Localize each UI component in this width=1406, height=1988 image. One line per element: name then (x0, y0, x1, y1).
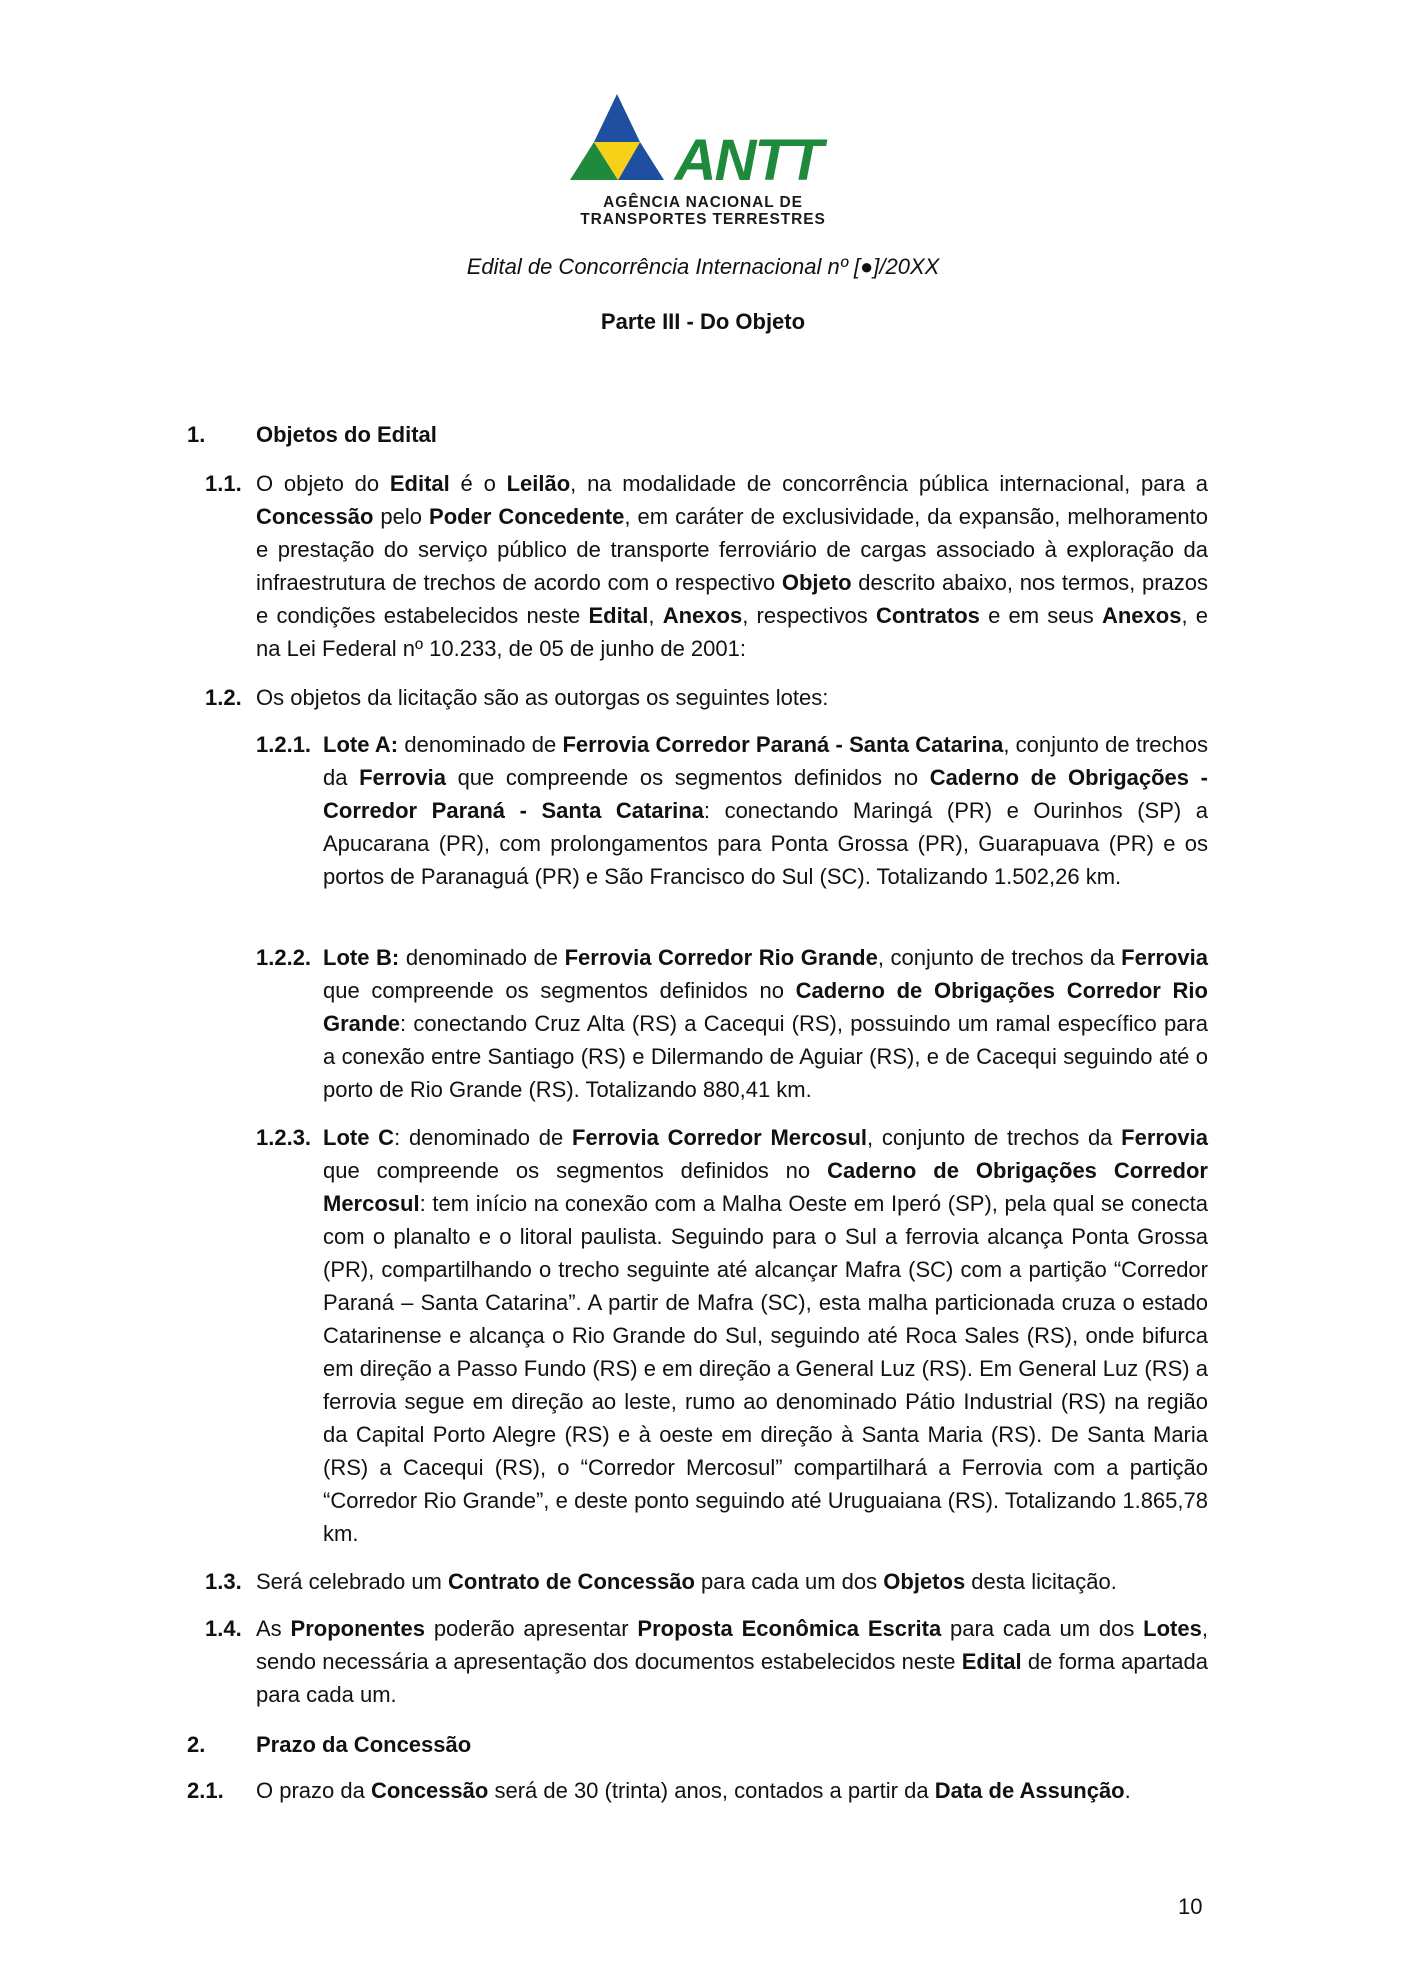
clause-1-1-text: O objeto do Edital é o Leilão, na modalidade de concorrência pública internacional, para a Concessão pelo Poder Concedente, em caráter de exclusividade, da expansão, melhoramento e prestação do serviço público de transporte ferroviário de cargas associado à exploração da infraestrutura de trechos de acordo com o respectivo Objeto descrito abaixo, nos termos, prazos e condições estabelecidos neste Edital, Anexos, respectivos Contratos e em seus Anexos, e na Lei Federal nº 10.233, de 05 de junho de 2001: (256, 471, 1209, 661)
clause-1-2-3-text: Lote C: denominado de Ferrovia Corredor Mercosul, conjunto de trechos da Ferrovia que compreende os segmentos definidos no Caderno de Obrigações Corredor Mercosul: tem início na conexão com a Malha Oeste em Iperó (SP), pela qual se conecta com o planalto e o litoral paulista. Seguindo para o Sul a ferrovia alcança Ponta Grossa (PR), compartilhando o trecho seguinte até alcançar Mafra (SC) com a partição “Corredor Paraná – Santa Catarina”. A partir de Mafra (SC), esta malha particionada cruza o estado Catarinense e alcança o Rio Grande do Sul, seguindo até Roca Sales (RS), onde bifurca em direção a Passo Fundo (RS) e em direção a General Luz (RS). Em General Luz (RS) a ferrovia segue em direção ao leste, rumo ao denominado Pátio Industrial (RS) na região da Capital Porto Alegre (RS) e à oeste em direção à Santa Maria (RS). De Santa Maria (RS) a Cacequi (RS), o “Corredor Mercosul” compartilhará a Ferrovia com a partição “Corredor Rio Grande”, e deste ponto seguindo até Uruguaiana (RS). Totalizando 1.865,78 km. (323, 1125, 1208, 1546)
section-1-title: Objetos do Edital (256, 422, 437, 447)
clause-1-2-2-number: 1.2.2. (256, 945, 312, 970)
clause-1-1-number: 1.1. (205, 471, 242, 496)
clause-1-4-number: 1.4. (205, 1616, 242, 1641)
clause-1-2-3-number: 1.2.3. (256, 1125, 312, 1150)
clause-1-2-2-text: Lote B: denominado de Ferrovia Corredor Rio Grande, conjunto de trechos da Ferrovia que compreende os segmentos definidos no Caderno de Obrigações Corredor Rio Grande: conectando Cruz Alta (RS) a Cacequi (RS), possuindo um ramal específico para a conexão entre Santiago (RS) e Dilermando de Aguiar (RS), e de Cacequi seguindo até o porto de Rio Grande (RS). Totalizando 880,41 km. (323, 945, 1208, 1102)
edital-title: Edital de Concorrência Internacional nº [●]/20XX (466, 254, 940, 279)
clause-1-4-text: As Proponentes poderão apresentar Proposta Econômica Escrita para cada um dos Lotes, sendo necessária a apresentação dos documentos estabelecidos neste Edital de forma apartada para cada um. (256, 1616, 1208, 1707)
clause-2-1-text: O prazo da Concessão será de 30 (trinta) anos, contados a partir da Data de Assunção. (256, 1778, 1131, 1803)
section-2-title: Prazo da Concessão (256, 1732, 472, 1757)
page-number: 10 (1178, 1894, 1203, 1919)
clause-2-1-number: 2.1. (187, 1778, 224, 1803)
clause-1-3-text: Será celebrado um Contrato de Concessão para cada um dos Objetos desta licitação. (256, 1569, 1117, 1594)
agency-line-2: TRANSPORTES TERRESTRES (580, 211, 826, 228)
section-2-number: 2. (187, 1732, 206, 1757)
clause-1-2-text: Os objetos da licitação são as outorgas os seguintes lotes: (256, 685, 829, 710)
agency-name (570, 194, 836, 228)
parte-title: Parte III - Do Objeto (600, 309, 806, 334)
clause-1-2-1-number: 1.2.1. (256, 732, 312, 757)
antt-emblem-icon (570, 92, 836, 192)
agency-line-1: AGÊNCIA NACIONAL DE (603, 194, 803, 211)
clause-1-2-1-text: Lote A: denominado de Ferrovia Corredor Paraná - Santa Catarina, conjunto de trechos da Ferrovia que compreende os segmentos definidos no Caderno de Obrigações - Corredor Paraná - Santa Catarina: conectando Maringá (PR) e Ourinhos (SP) a Apucarana (PR), com prolongamentos para Ponta Grossa (PR), Guarapuava (PR) e os portos de Paranaguá (PR) e São Francisco do Sul (SC). Totalizando 1.502,26 km. (323, 732, 1208, 889)
clause-1-3-number: 1.3. (205, 1569, 242, 1594)
section-1-number: 1. (187, 422, 206, 447)
brand-text: ANTT (674, 128, 822, 192)
clause-1-2-number: 1.2. (205, 685, 242, 710)
antt-logo (570, 92, 836, 232)
